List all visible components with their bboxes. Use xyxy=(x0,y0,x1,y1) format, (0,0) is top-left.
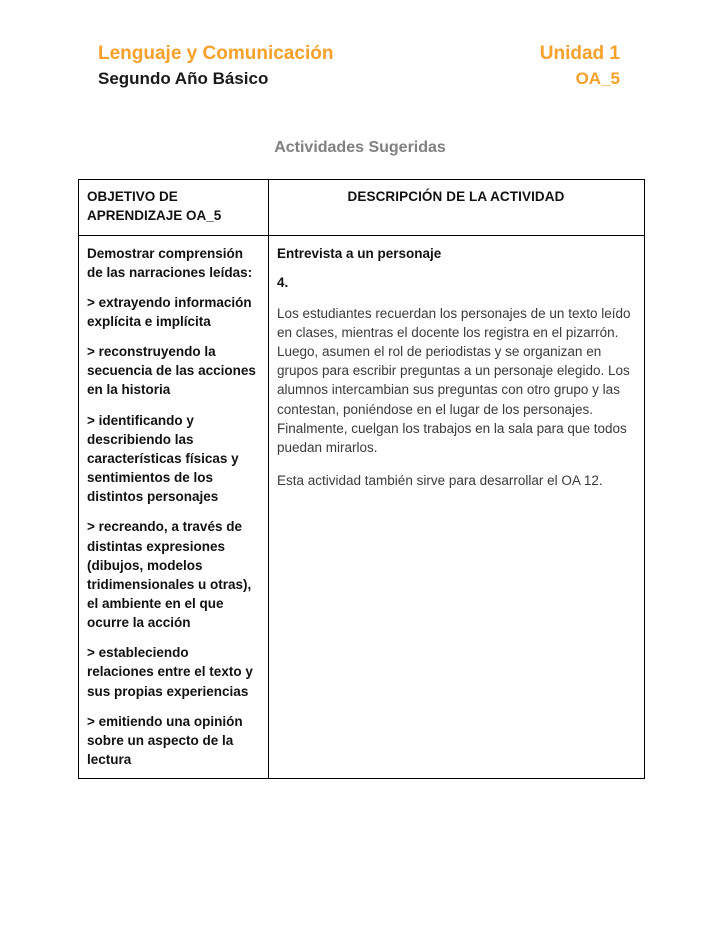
oa-label: OA_5 xyxy=(575,68,620,88)
objective-bullet-5: > estableciendo relaciones entre el texto y sus propias experiencias xyxy=(87,645,253,699)
document-header xyxy=(0,43,720,89)
table-body-row xyxy=(79,235,645,779)
objective-bullet-6: > emitiendo una opinión sobre un aspecto de la lectura xyxy=(87,713,243,768)
subject-title: Lenguaje y Comunicación xyxy=(98,43,334,64)
page-title: Actividades Sugeridas xyxy=(274,139,446,157)
objective-bullet-3: > identificando y describiendo las características físicas y sentimientos de los distintos personajes xyxy=(87,412,239,505)
activity-cell xyxy=(269,235,645,779)
objective-bullet-2: > reconstruyendo la secuencia de las acciones en la historia xyxy=(87,344,256,398)
objective-cell xyxy=(79,235,269,779)
activity-column-header: DESCRIPCIÓN DE LA ACTIVIDAD xyxy=(269,180,645,235)
objective-bullet-1: > extrayendo información explícita e implícita xyxy=(87,294,252,329)
activities-table xyxy=(78,179,645,779)
activity-note: Esta actividad también sirve para desarrollar el OA 12. xyxy=(277,473,603,489)
activity-title: Entrevista a un personaje xyxy=(277,245,442,261)
activity-description: Los estudiantes recuerdan los personajes de un texto leído en clases, mientras el docente los registra en el pizarrón. Luego, asumen el rol de periodistas y se organizan en grupos para escribir preguntas a un personaje elegido. Los alumnos intercambian sus preguntas con otro grupo y las contestan, poniéndose en el lugar de los personajes. Finalmente, cuelgan los trabajos en la sala para que todos puedan mirarlos. xyxy=(277,305,631,455)
grade-title: Segundo Año Básico xyxy=(98,68,269,88)
objective-intro: Demostrar comprensión de las narraciones leídas: xyxy=(87,245,253,280)
activity-number: 4. xyxy=(277,274,289,290)
header-right-block xyxy=(540,43,620,89)
table-header-row xyxy=(79,180,645,235)
header-left-block xyxy=(98,43,333,89)
unit-label: Unidad 1 xyxy=(539,43,620,64)
objective-bullet-4: > recreando, a través de distintas expresiones (dibujos, modelos tridimensionales u otras), el ambiente en el que ocurre la acción xyxy=(87,519,252,631)
objective-column-header: OBJETIVO DE APRENDIZAJE OA_5 xyxy=(79,180,269,235)
